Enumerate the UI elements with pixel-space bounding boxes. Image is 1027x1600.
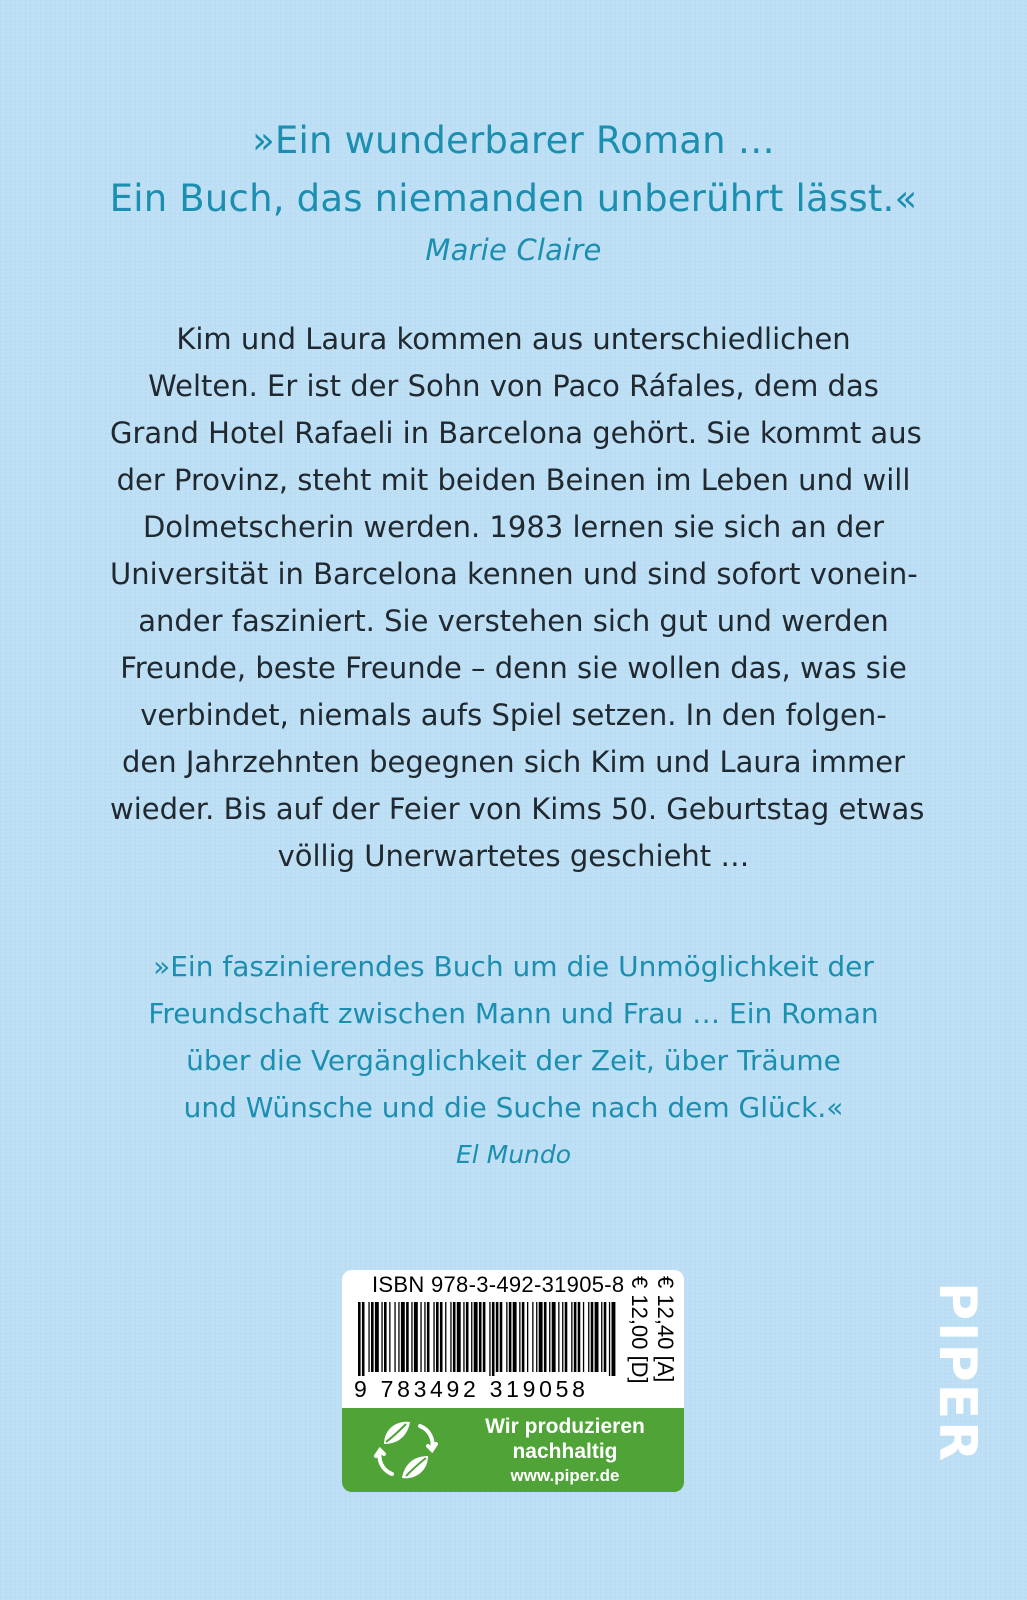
barcode-bar [371, 1302, 374, 1372]
isbn-label: ISBN 978-3-492-31905-8 [372, 1272, 625, 1297]
barcode-bar [436, 1302, 439, 1372]
quote-bottom-line: über die Vergänglichkeit der Zeit, über Träume [186, 1044, 841, 1077]
barcode-bar [453, 1302, 456, 1372]
book-blurb [110, 316, 925, 880]
barcode-bar [612, 1302, 616, 1376]
barcode-bar [513, 1302, 517, 1372]
barcode-bar [358, 1302, 361, 1376]
barcode-bar [492, 1302, 495, 1376]
barcode-bar [479, 1302, 482, 1372]
barcode-bar [583, 1302, 584, 1372]
barcode-bar [457, 1302, 461, 1372]
sustainability-line1: Wir produzieren [485, 1415, 645, 1438]
barcode-bar [532, 1302, 533, 1372]
barcode-bar [522, 1302, 525, 1372]
barcode-bar [414, 1302, 418, 1372]
blurb-line: verbindet, niemals aufs Spiel setzen. In den folgen- [140, 698, 887, 732]
quote-bottom-line: Freundschaft zwischen Mann und Frau … Ein Roman [148, 997, 879, 1030]
barcode-bar [411, 1302, 412, 1372]
barcode-bar [474, 1302, 478, 1372]
barcode-digits: 9 783492 319058 [354, 1376, 589, 1402]
barcode-bar [389, 1302, 390, 1372]
barcode-bar [595, 1302, 599, 1372]
barcode-bar [519, 1302, 520, 1372]
barcode-bar [591, 1302, 594, 1372]
blurb-line: Kim und Laura kommen aus unterschiedlichen [176, 322, 851, 356]
blurb-line: völlig Unerwartetes geschieht … [277, 839, 750, 873]
barcode-bar [601, 1302, 602, 1372]
blurb-line: Welten. Er ist der Sohn von Paco Ráfales, dem das [148, 369, 879, 403]
barcode-bar [450, 1302, 451, 1372]
barcode-bar [578, 1302, 581, 1372]
barcode-bar [558, 1302, 559, 1372]
publisher-logo-text: PIPER [927, 1282, 987, 1464]
barcode-bar [398, 1302, 399, 1372]
barcode-bar [549, 1302, 550, 1372]
publisher-logo [915, 1280, 1005, 1500]
sustainability-text [450, 1414, 680, 1488]
barcode-bar [406, 1302, 409, 1372]
review-quote-bottom [80, 943, 947, 1177]
barcode-bar [588, 1302, 589, 1372]
publisher-url: www.piper.de [510, 1466, 620, 1485]
barcode-bar [489, 1302, 490, 1376]
barcode-bar [381, 1302, 382, 1372]
barcode-bar [368, 1302, 369, 1372]
barcode-bar [571, 1302, 572, 1372]
review-quote-top [0, 112, 1027, 272]
quote-bottom-source: El Mundo [455, 1140, 572, 1169]
price-austria: € 12,40 [A] [653, 1276, 678, 1383]
barcode-bar [362, 1302, 365, 1376]
quote-top-line1: »Ein wunderbarer Roman … [252, 119, 775, 162]
barcode-bar [506, 1302, 507, 1372]
barcode-bar [552, 1302, 556, 1372]
quote-top-source: Marie Claire [425, 233, 602, 267]
barcode-bar [394, 1302, 395, 1372]
price-germany: € 12,00 [D] [627, 1276, 652, 1384]
blurb-line: der Provinz, steht mit beiden Beinen im Leben und will [116, 463, 911, 497]
barcode-bar [565, 1302, 568, 1372]
barcode-bar [496, 1302, 499, 1372]
price-block [620, 1274, 680, 1404]
blurb-line: Grand Hotel Rafaeli in Barcelona gehört. Sie kommt aus [110, 416, 922, 450]
quote-top-line2: Ein Buch, das niemanden unberührt lässt.« [109, 177, 918, 220]
barcode-bar [466, 1302, 469, 1372]
blurb-line: Freunde, beste Freunde – denn sie wollen das, was sie [120, 651, 907, 685]
sustainability-line2: nachhaltig [512, 1440, 618, 1463]
barcode-bar [471, 1302, 472, 1372]
quote-bottom-line: und Wünsche und die Suche nach dem Glück.« [183, 1091, 844, 1124]
recycle-leaves-icon [370, 1414, 442, 1486]
barcode-bar [539, 1302, 543, 1372]
barcode-bar [433, 1302, 434, 1372]
barcode-bar [445, 1302, 446, 1372]
sustainability-badge [342, 1408, 684, 1492]
barcode-icon [354, 1302, 616, 1376]
barcode-bar [509, 1302, 512, 1372]
blurb-line: wieder. Bis auf der Feier von Kims 50. Geburtstag etwas [110, 792, 925, 826]
barcode-bar [420, 1302, 421, 1372]
barcode-bar [427, 1302, 430, 1372]
barcode-bar [384, 1302, 387, 1372]
barcode-bar [609, 1302, 610, 1376]
barcode-bar [604, 1302, 607, 1372]
blurb-line: Universität in Barcelona kennen und sind sofort vonein- [110, 557, 918, 591]
barcode-bar [483, 1302, 486, 1372]
barcode-bar [527, 1302, 528, 1372]
barcode-bar [401, 1302, 405, 1372]
barcode-bar [500, 1302, 503, 1372]
barcode-bar [424, 1302, 425, 1372]
blurb-line: Dolmetscherin werden. 1983 lernen sie sich an der [142, 510, 885, 544]
barcode-bar [463, 1302, 464, 1372]
barcode-bar [375, 1302, 379, 1372]
barcode-bar [440, 1302, 443, 1372]
barcode-bar [536, 1302, 537, 1372]
barcode-bar [574, 1302, 577, 1372]
blurb-line: den Jahrzehnten begegnen sich Kim und Laura immer [121, 745, 905, 779]
barcode-panel [342, 1270, 684, 1408]
blurb-line: ander fasziniert. Sie verstehen sich gut und werden [138, 604, 889, 638]
barcode-bar [562, 1302, 563, 1372]
barcode-bar [544, 1302, 547, 1372]
quote-bottom-line: »Ein faszinierendes Buch um die Unmöglichkeit der [153, 950, 874, 983]
